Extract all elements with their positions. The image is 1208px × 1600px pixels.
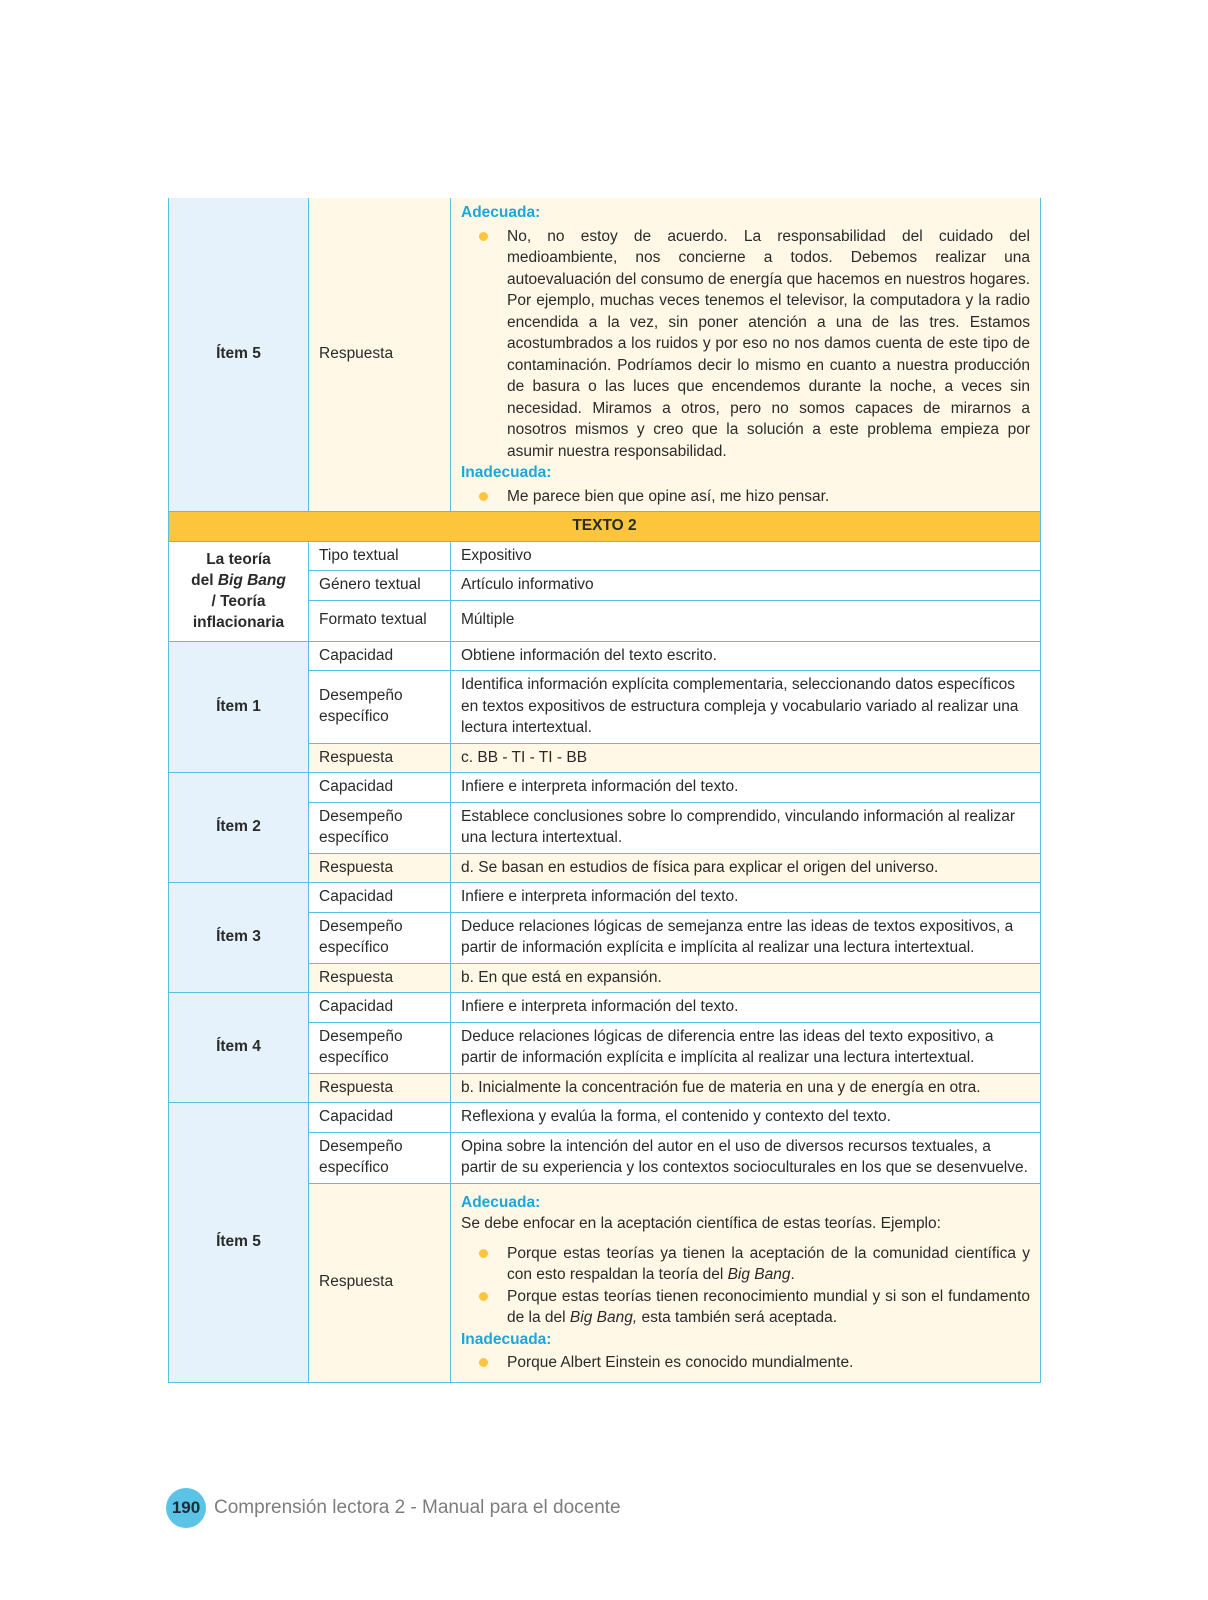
adecuada-label: Adecuada: <box>461 204 541 221</box>
table-row <box>169 993 1041 1023</box>
row-label: Desempeño específico <box>309 1022 451 1073</box>
table-row <box>169 541 1041 571</box>
table-row <box>169 883 1041 913</box>
item-label: Ítem 5 <box>169 198 309 512</box>
row-value: Artículo informativo <box>451 571 1041 601</box>
capacidad-value: Infiere e interpreta información del texto. <box>451 993 1041 1023</box>
table-row <box>169 773 1041 803</box>
table-row <box>169 512 1041 542</box>
adecuada-intro: Se debe enfocar en la aceptación científica de estas teorías. Ejemplo: <box>461 1215 941 1232</box>
text-title-emphasis: Big Bang <box>217 571 286 589</box>
footer-title: Comprensión lectora 2 - Manual para el docente <box>214 1497 621 1518</box>
inadecuada-label: Inadecuada: <box>461 464 552 481</box>
inadecuada-list <box>461 1352 1030 1374</box>
list-item: Me parece bien que opine así, me hizo pensar. <box>507 486 1030 508</box>
list-item <box>507 1243 1030 1286</box>
capacidad-value: Obtiene información del texto escrito. <box>451 641 1041 671</box>
item-label: Ítem 2 <box>169 773 309 883</box>
table-row <box>169 198 1041 512</box>
row-label: Respuesta <box>309 1183 451 1382</box>
respuesta-value: c. BB - TI - TI - BB <box>451 743 1041 773</box>
text-title <box>169 541 309 641</box>
desempeno-value: Opina sobre la intención del autor en el uso de diversos recursos textuales, a partir de su experiencia y los contextos socioculturales en los que se desenvuelve. <box>451 1132 1041 1183</box>
row-label: Respuesta <box>309 1073 451 1103</box>
adecuada-list <box>461 1243 1030 1329</box>
text-title-line: del <box>191 571 218 589</box>
row-label: Respuesta <box>309 853 451 883</box>
capacidad-value: Infiere e interpreta información del texto. <box>451 773 1041 803</box>
row-label: Respuesta <box>309 743 451 773</box>
list-item-text: . <box>790 1266 795 1283</box>
row-label: Desempeño específico <box>309 1132 451 1183</box>
list-item: Porque Albert Einstein es conocido mundialmente. <box>507 1352 1030 1374</box>
list-item-text: Porque estas teorías tienen reconocimiento mundial y si son el fundamento de la del <box>507 1287 1030 1326</box>
desempeno-value: Identifica información explícita complementaria, seleccionando datos específicos en textos expositivos de estructura compleja y vocabulario variado al realizar una lectura intertextual. <box>451 671 1041 744</box>
adecuada-label: Adecuada: <box>461 1193 541 1211</box>
row-value: Expositivo <box>451 541 1041 571</box>
item-label: Ítem 3 <box>169 883 309 993</box>
row-label: Desempeño específico <box>309 802 451 853</box>
desempeno-value: Deduce relaciones lógicas de diferencia entre las ideas del texto expositivo, a partir de información explícita e implícita al realizar una lectura intertextual. <box>451 1022 1041 1073</box>
row-label: Desempeño específico <box>309 671 451 744</box>
list-item: No, no estoy de acuerdo. La responsabilidad del cuidado del medioambiente, nos concierne a todos. Debemos realizar una autoevaluación del consumo de energía que hacemos en nuestros hogares. Por ejemplo, muchas veces tenemos el televisor, la computadora y la radio encendida a la vez, sin poner atención a una de las tres. Estamos acostumbrados a los ruidos y por eso no nos damos cuenta de este tipo de contaminación. Podríamos decir lo mismo en cuanto a nuestra producción de basura o las luces que encendemos durante la noche, a veces sin necesidad. Miramos a otros, pero no somos capaces de mirarnos a nosotros mismos y creo que la solución a este problema empieza por asumir nuestra responsabilidad. <box>507 226 1030 463</box>
desempeno-value: Deduce relaciones lógicas de semejanza entre las ideas de textos expositivos, a partir de información explícita e implícita al realizar una lectura intertextual. <box>451 912 1041 963</box>
respuesta-value: b. En que está en expansión. <box>451 963 1041 993</box>
list-item-text: esta también será aceptada. <box>637 1309 838 1326</box>
row-label: Capacidad <box>309 1103 451 1133</box>
item-label: Ítem 5 <box>169 1103 309 1383</box>
row-label: Respuesta <box>309 198 451 512</box>
desempeno-value: Establece conclusiones sobre lo comprendido, vinculando información al realizar una lectura intertextual. <box>451 802 1041 853</box>
answer-cell <box>451 198 1041 512</box>
list-item-emphasis: Big Bang, <box>569 1309 638 1326</box>
section-header: TEXTO 2 <box>169 512 1041 542</box>
item-label: Ítem 1 <box>169 641 309 773</box>
row-label: Género textual <box>309 571 451 601</box>
capacidad-value: Infiere e interpreta información del texto. <box>451 883 1041 913</box>
text-title-line: inflacionaria <box>192 613 285 631</box>
row-value: Múltiple <box>451 600 1041 641</box>
list-item-emphasis: Big Bang <box>727 1266 791 1283</box>
table-row <box>169 1103 1041 1133</box>
page-number: 190 <box>166 1488 206 1528</box>
row-label: Capacidad <box>309 773 451 803</box>
respuesta-value: d. Se basan en estudios de física para explicar el origen del universo. <box>451 853 1041 883</box>
text-title-line: La teoría <box>206 550 271 568</box>
row-label: Capacidad <box>309 993 451 1023</box>
list-item <box>507 1286 1030 1329</box>
respuesta-value: b. Inicialmente la concentración fue de materia en una y de energía en otra. <box>451 1073 1041 1103</box>
text-title-line: / Teoría <box>211 592 266 610</box>
inadecuada-label: Inadecuada: <box>461 1330 552 1348</box>
adecuada-list <box>461 226 1030 463</box>
row-label: Capacidad <box>309 641 451 671</box>
row-label: Respuesta <box>309 963 451 993</box>
list-item-text: Porque estas teorías ya tienen la aceptación de la comunidad científica y con esto respaldan la teoría del <box>507 1244 1030 1283</box>
row-label: Formato textual <box>309 600 451 641</box>
answer-cell <box>451 1183 1041 1382</box>
page-footer <box>166 1488 621 1528</box>
item-label: Ítem 4 <box>169 993 309 1103</box>
answer-key-table <box>168 198 1041 1383</box>
table-row <box>169 641 1041 671</box>
inadecuada-list <box>461 486 1030 508</box>
row-label: Tipo textual <box>309 541 451 571</box>
row-label: Desempeño específico <box>309 912 451 963</box>
capacidad-value: Reflexiona y evalúa la forma, el contenido y contexto del texto. <box>451 1103 1041 1133</box>
row-label: Capacidad <box>309 883 451 913</box>
